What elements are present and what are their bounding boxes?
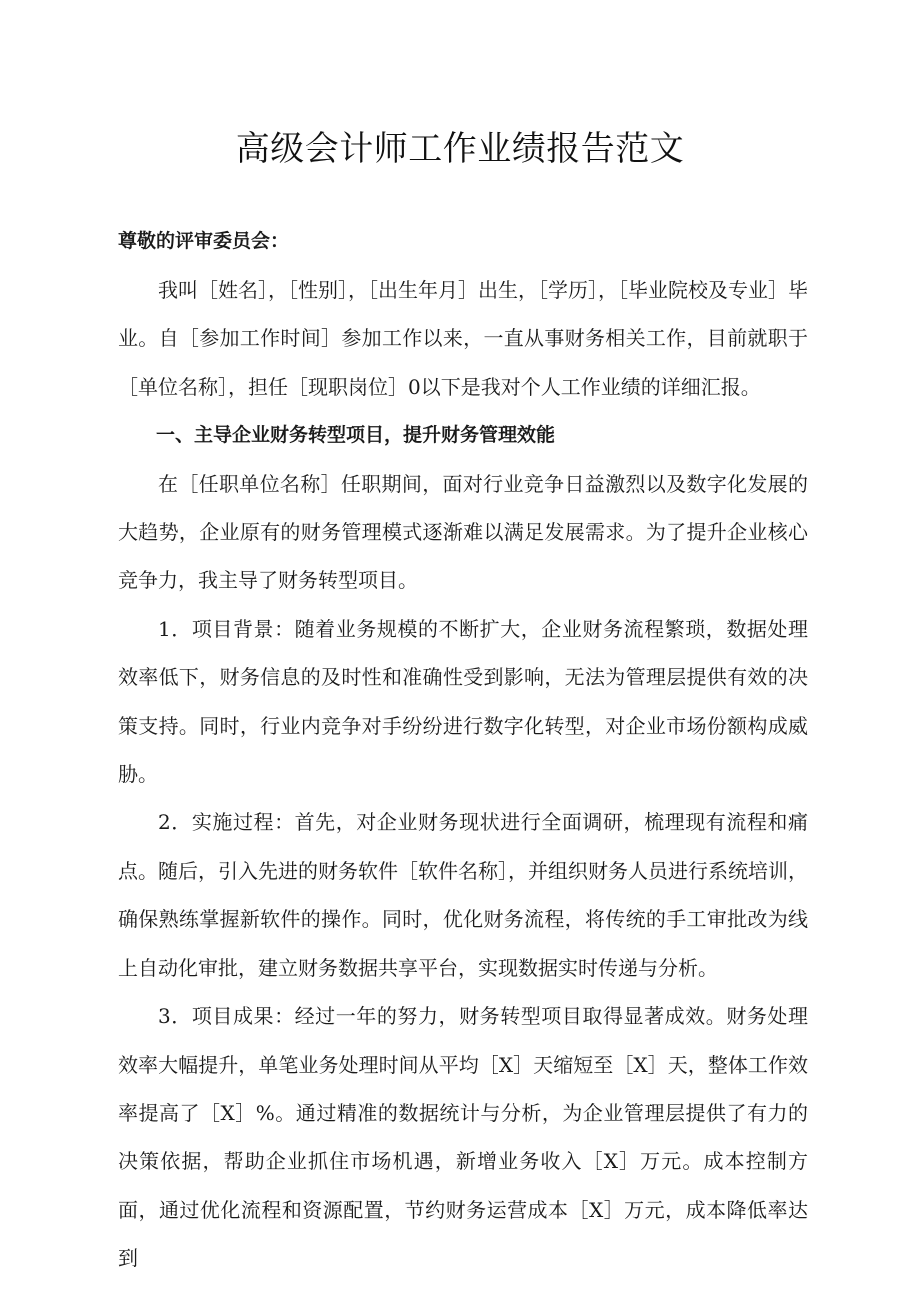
- paragraph-results: 3．项目成果：经过一年的努力，财务转型项目取得显著成效。财务处理效率大幅提升，单笔业务处理时间从平均［X］天缩短至［X］天，整体工作效率提高了［X］%。通过精准的数据统计与分析，为企业管理层提供了有力的决策依据，帮助企业抓住市场机遇，新增业务收入［X］万元。成本控制方面，通过优化流程和资源配置，节约财务运营成本［X］万元，成本降低率达到: [118, 1004, 808, 1271]
- document-title: 高级会计师工作业绩报告范文: [235, 129, 685, 169]
- document-body: [118, 266, 808, 1283]
- paragraph-process: 2．实施过程：首先，对企业财务现状进行全面调研，梳理现有流程和痛点。随后，引入先进的财务软件［软件名称］，并组织财务人员进行系统培训，确保熟练掌握新软件的操作。同时，优化财务流程，将传统的手工审批改为线上自动化审批，建立财务数据共享平台，实现数据实时传递与分析。: [118, 810, 808, 980]
- salutation: 尊敬的评审委员会：: [118, 230, 290, 252]
- paragraph-intro: 我叫［姓名］，［性别］，［出生年月］出生，［学历］，［毕业院校及专业］毕业。自［参加工作时间］参加工作以来，一直从事财务相关工作，目前就职于［单位名称］，担任［现职岗位］0以下是我对个人工作业绩的详细汇报。: [118, 278, 808, 399]
- paragraph-context: 在［任职单位名称］任职期间，面对行业竞争日益激烈以及数字化发展的大趋势，企业原有的财务管理模式逐渐难以满足发展需求。为了提升企业核心竞争力，我主导了财务转型项目。: [118, 471, 808, 593]
- paragraph-background: 1．项目背景：随着业务规模的不断扩大，企业财务流程繁琐，数据处理效率低下，财务信息的及时性和准确性受到影响，无法为管理层提供有效的决策支持。同时，行业内竞争对手纷纷进行数字化转型，对企业市场份额构成威胁。: [118, 616, 808, 787]
- section-heading: 一、主导企业财务转型项目，提升财务管理效能: [156, 424, 556, 447]
